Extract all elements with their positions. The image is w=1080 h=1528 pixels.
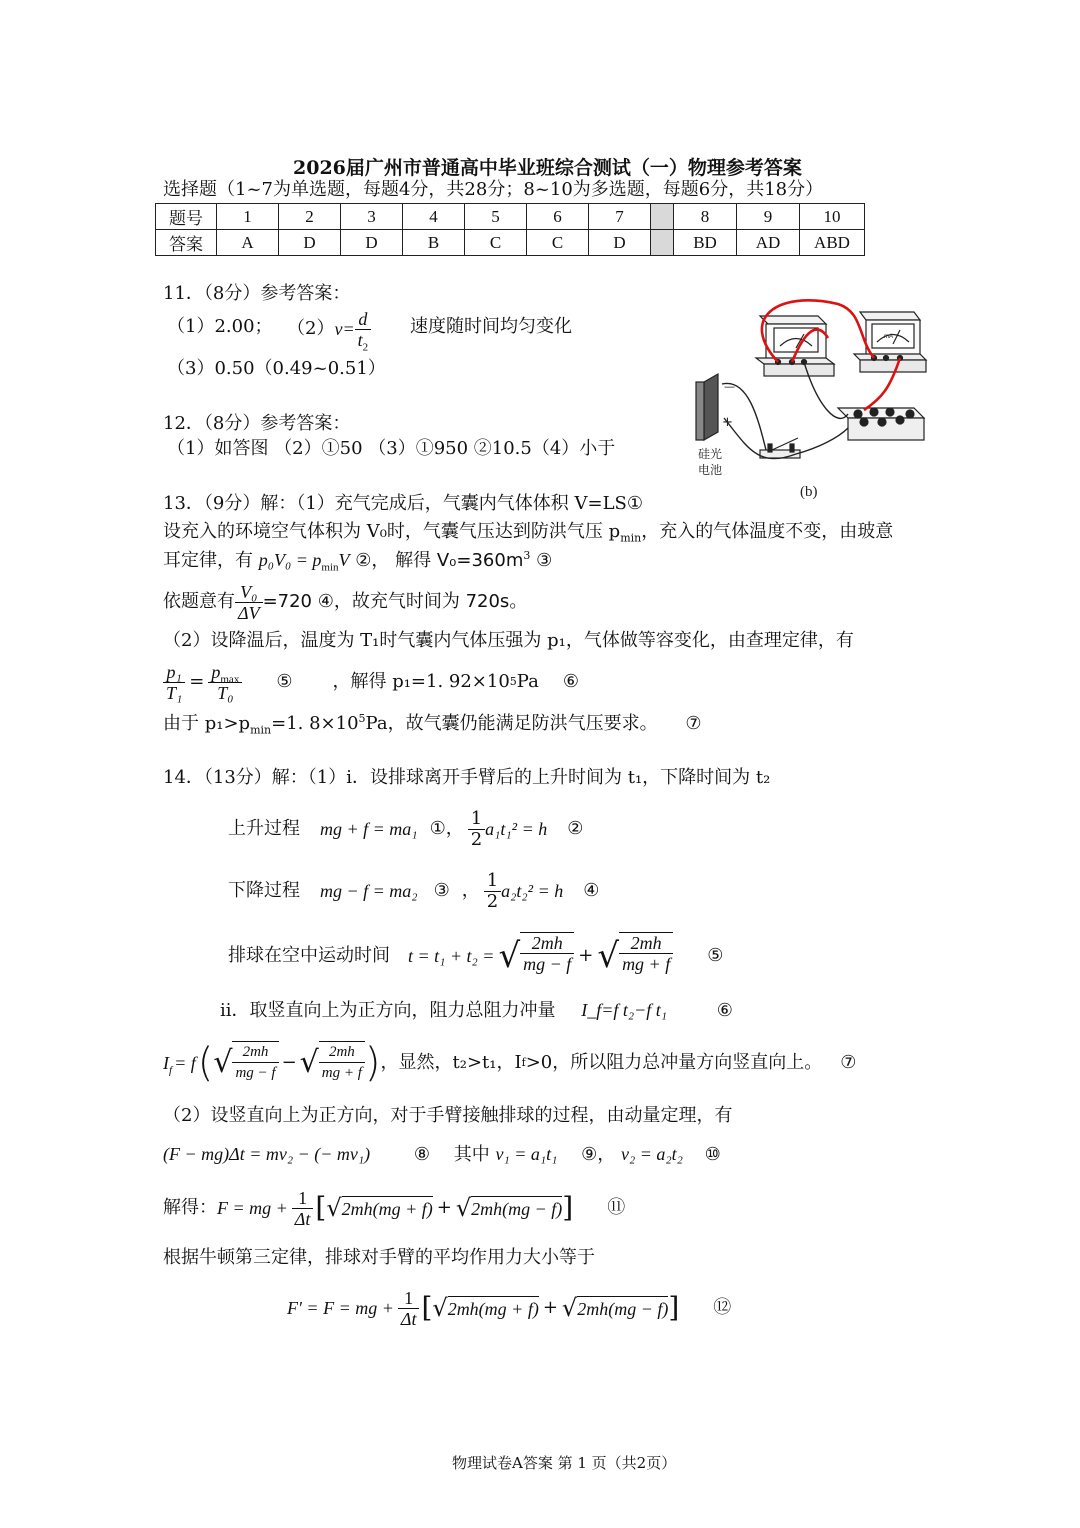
resistance-box <box>838 408 924 440</box>
q13-line1: 13．（9分）解：（1）充气完成后，气囊内气体体积 V=LS① <box>163 493 644 514</box>
q11-v: v= <box>334 319 355 339</box>
q13-line2: 设充入的环境空气体积为 V₀时，气囊气压达到防洪气压 $p_{min}$，充入的气体温度不变，由玻意 <box>163 521 894 545</box>
q12-body: （1）如答图 （2）①50 （3）①950 ②10.5（4）小于 <box>167 438 616 459</box>
table-cell: 10 <box>800 204 865 230</box>
table-cell: 答案 <box>156 230 217 256</box>
table-gap-cell <box>651 204 674 230</box>
q13-line3: 耳定律，有 $p_0V_0 = p_{min}V$ ②， 解得 $V_0=360m^3$ ③ <box>163 549 553 574</box>
q12-heading: 12．（8分）参考答案： <box>163 413 351 434</box>
q13-line5: （2）设降温后，温度为 T₁时气囊内气体压强为 p₁，气体做等容变化，由查理定律，有 <box>163 630 854 651</box>
choice-header: 选择题（1~7为单选题，每题4分，共28分；8~10为多选题，每题6分，共18分） <box>163 179 824 200</box>
q14-rise: 上升过程 mg + f = ma₁ ①， $\frac{1}{2}$ a₁t₁² = h ② <box>228 807 584 850</box>
q14-part2: （2）设竖直向上为正方向，对于手臂接触排球的过程，由动量定理，有 <box>163 1105 733 1126</box>
q14-momentum: (F − mg)Δt = mv₂ − (− mv₁) ⑧ 其中 v₁ = a₁t₁ ⑨， v₂ = a₂t₂ ⑩ <box>163 1144 721 1165</box>
table-cell: 题号 <box>156 204 217 230</box>
table-cell: ABD <box>800 230 865 256</box>
table-cell: 3 <box>341 204 403 230</box>
table-cell: 5 <box>465 204 527 230</box>
table-gap-cell <box>651 230 674 256</box>
figure-label-b: (b) <box>800 484 818 500</box>
table-cell: 9 <box>737 204 800 230</box>
table-cell: B <box>403 230 465 256</box>
table-cell: D <box>341 230 403 256</box>
q14-line1: 14．（13分）解：（1）i．设排球离开手臂后的上升时间为 t₁，下降时间为 t₂ <box>163 767 771 788</box>
q14-half-fraction: $\frac{1}{2}$ <box>468 809 485 850</box>
table-row <box>156 230 865 256</box>
q11-frac-den: $t_2$ <box>357 329 369 354</box>
q14-final: F′ = F = mg + $\frac{1}{\Delta t}$ [ √ 2mh(mg + f) + √ 2mh(mg − f) ] ⑫ <box>287 1287 732 1329</box>
q14-sqrt-2: √ $\frac{2mh}{mg + f}$ <box>597 932 673 980</box>
table-cell: 8 <box>674 204 737 230</box>
q11-part2-text: 速度随时间均匀变化 <box>410 316 572 337</box>
battery-label-1: 硅光 <box>698 447 723 461</box>
table-cell: C <box>465 230 527 256</box>
table-cell: AD <box>737 230 800 256</box>
table-cell: A <box>217 230 279 256</box>
q13-line7: 由于 $p_1>p_{min}=1$. $8\times 10^5Pa$，故气囊仍能满足防洪气压要求。 ⑦ <box>163 712 702 737</box>
table-cell: 6 <box>527 204 589 230</box>
answer-table <box>155 203 865 256</box>
table-cell: 7 <box>589 204 651 230</box>
q13-line4: 依题意有 $\frac{\text{V₀}}{\Delta V}$ =720 ④，故充气时间为 720s。 <box>163 581 528 623</box>
q14-impulse-sqrt-2: √ $\frac{2mh}{mg + f}$ <box>300 1041 365 1085</box>
q14-impulse-result: $I_f$ = f ( √ $\frac{2mh}{mg - f}$ − √ $\frac{2mh}{mg + f}$ ) ，显然，t₂>t₁，I f >0，所以阻力总冲量方向竖直向上。 ⑦ <box>163 1040 857 1086</box>
q14-newton-text: 根据牛顿第三定律，排球对手臂的平均作用力大小等于 <box>163 1247 595 1268</box>
q13-boyle-equation: $p_0V_0 = p_{min}V$ <box>258 550 350 574</box>
q13-line6: $\frac{\text{p₁}}{\text{T₁}}$ = $\frac{p_{max}}{\text{T₀}}$ ⑤ ，解得 p₁=1. 92×10 5 Pa ⑥ <box>163 656 579 708</box>
table-cell: D <box>279 230 341 256</box>
q11-heading: 11．（8分）参考答案： <box>163 283 351 304</box>
q14-impulse-def: ii．取竖直向上为正方向，阻力总阻力冲量 I_f=f t₂−f t₁ ⑥ <box>220 1000 733 1021</box>
silicon-photocell <box>696 374 718 440</box>
circuit-diagram <box>688 298 933 504</box>
q14-dt-fraction: $\frac{1}{\Delta t}$ <box>398 1288 420 1329</box>
q14-fall: 下降过程 mg − f = ma₂ ③ ， $\frac{1}{2}$ a₂t₂² = h ④ <box>228 869 600 912</box>
q14-dt-fraction: $\frac{1}{\Delta t}$ <box>292 1188 314 1229</box>
page-title: 2026届广州市普通高中毕业班综合测试（一）物理参考答案 <box>293 157 802 179</box>
meter2-unit-label: mA <box>884 334 893 340</box>
q14-impulse-sqrt-1: √ $\frac{2mh}{mg - f}$ <box>213 1041 278 1085</box>
table-cell: C <box>527 230 589 256</box>
table-row <box>156 204 865 230</box>
q13-volume-fraction: $\frac{\text{V₀}}{\Delta V}$ <box>235 582 263 623</box>
q14-half-fraction: $\frac{1}{2}$ <box>484 871 501 912</box>
table-cell: 2 <box>279 204 341 230</box>
battery-minus: — <box>724 380 735 393</box>
table-cell: BD <box>674 230 737 256</box>
q13-charles-lhs: $\frac{\text{p₁}}{\text{T₁}}$ <box>163 662 185 703</box>
q11-part2 <box>287 304 371 354</box>
q11-part3: （3）0.50（0.49~0.51） <box>167 358 386 379</box>
table-cell: 4 <box>403 204 465 230</box>
q11-frac-num: d <box>355 309 372 330</box>
battery-label-2: 电池 <box>698 463 723 477</box>
table-cell: 1 <box>217 204 279 230</box>
q13-charles-rhs: $\frac{p_{max}}{\text{T₀}}$ <box>208 662 242 703</box>
q14-sqrt-1: √ $\frac{2mh}{mg - f}$ <box>498 932 574 980</box>
q11-fraction <box>355 308 372 354</box>
table-cell: D <box>589 230 651 256</box>
battery-plus: + <box>722 415 733 430</box>
q11-part1: （1）2.00； <box>167 316 273 337</box>
q14-time: 排球在空中运动时间 t = t₁ + t₂ = √ $\frac{2mh}{mg - f}$ + √ $\frac{2mh}{mg + f}$ ⑤ <box>228 928 723 984</box>
page-footer: 物理试卷A答案 第 1 页（共2页） <box>452 1454 677 1472</box>
q14-solution: 解得： F = mg + $\frac{1}{\Delta t}$ [ √ 2mh(mg + f) + √ 2mh(mg − f) ] ⑪ <box>163 1187 626 1229</box>
q11-part2-label: （2） <box>287 318 335 339</box>
